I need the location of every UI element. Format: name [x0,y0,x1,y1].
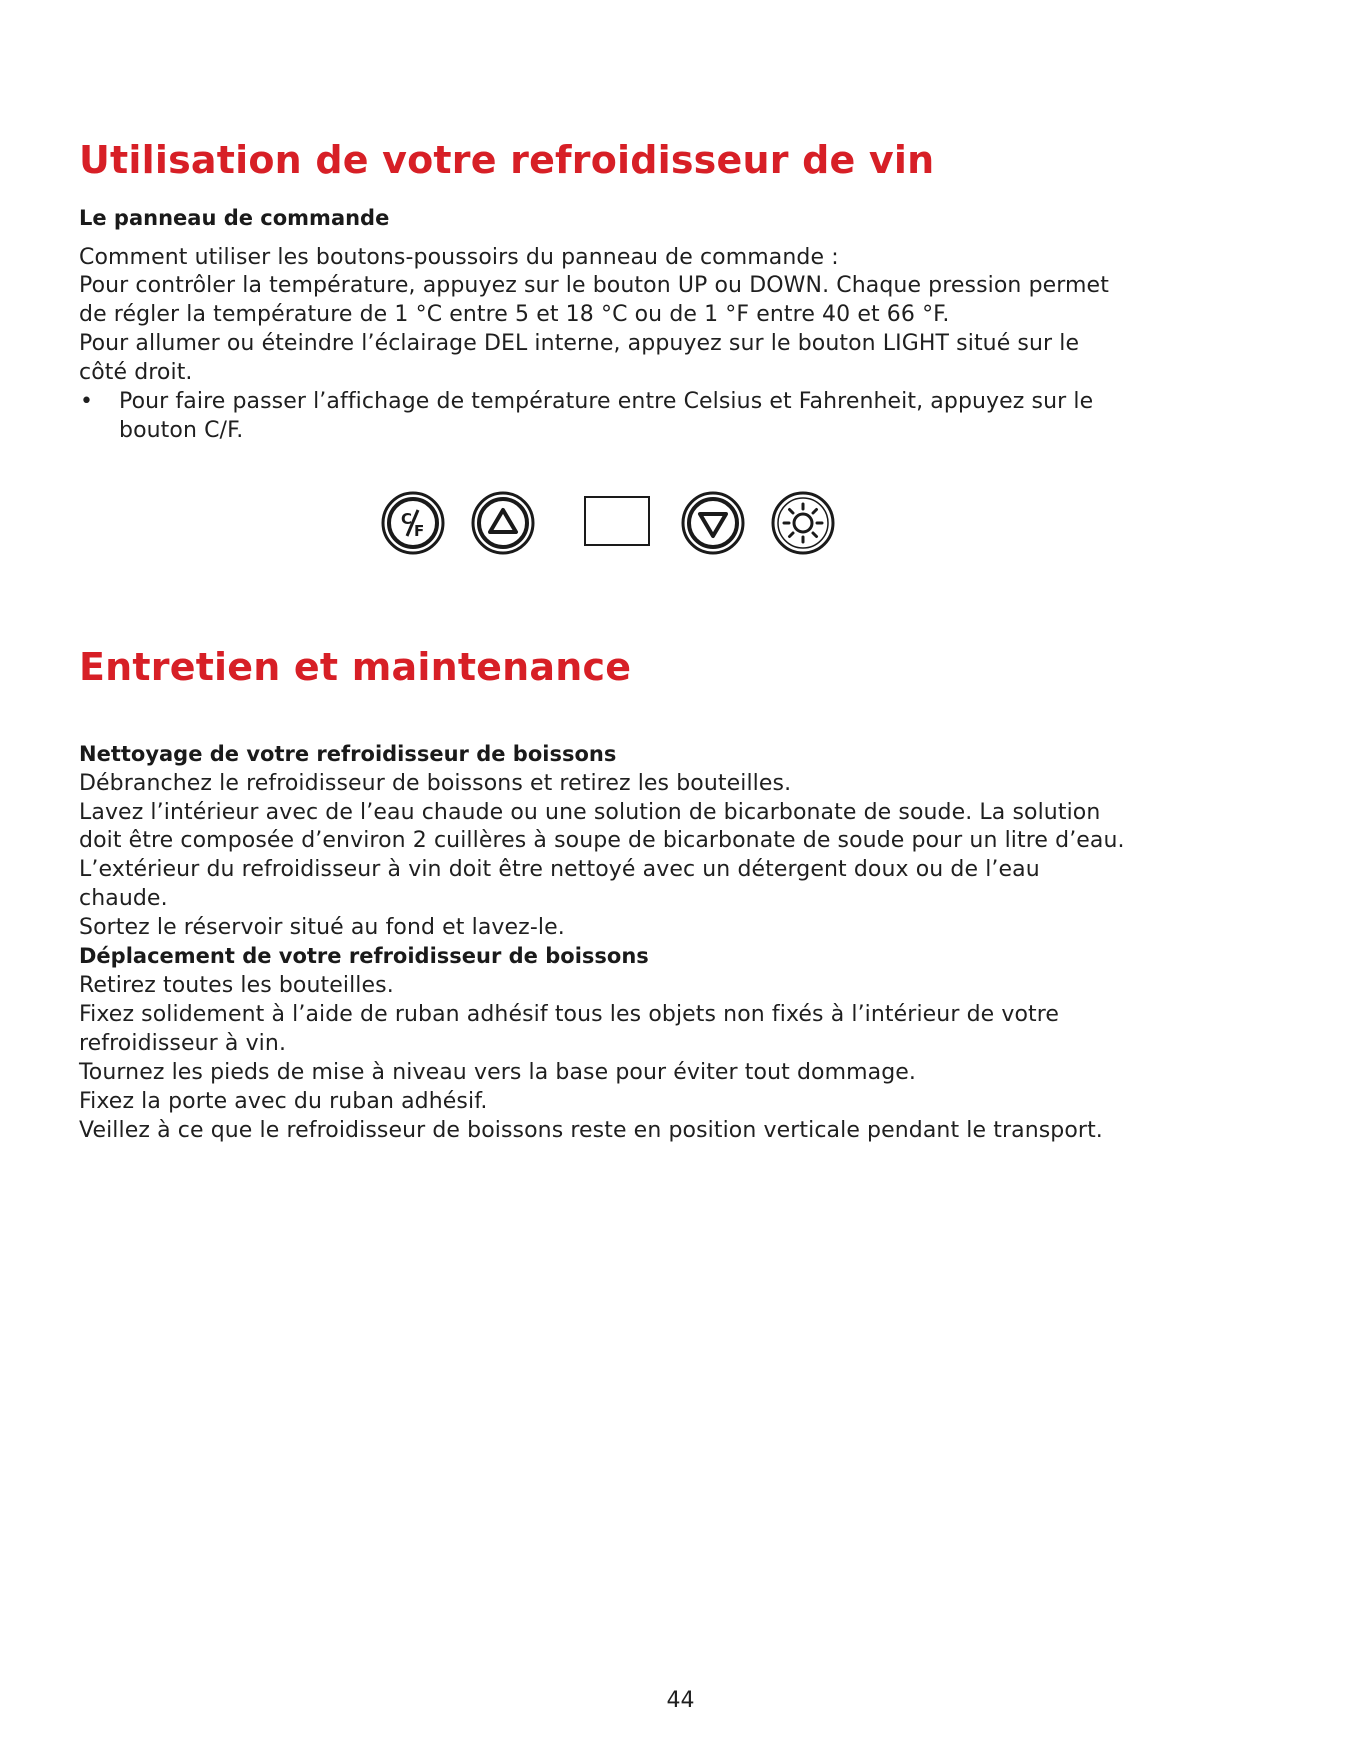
paragraph-line: Pour allumer ou éteindre l’éclairage DEL interne, appuyez sur le bouton LIGHT situé sur le [79,331,1080,356]
subheading-moving: Déplacement de votre refroidisseur de boissons [79,944,649,968]
light-sun-icon [770,490,836,556]
up-button [470,490,536,556]
paragraph-line: doit être composée d’environ 2 cuillères à soupe de bicarbonate de soude pour un litre d’eau. [79,828,1125,853]
paragraph-line: côté droit. [79,360,193,385]
control-panel-illustration [380,488,860,560]
svg-text:C: C [401,510,413,528]
paragraph-line: de régler la température de 1 °C entre 5 et 18 °C ou de 1 °F entre 40 et 66 °F. [79,302,950,327]
paragraph-line: refroidisseur à vin. [79,1031,287,1056]
triangle-up-icon [470,490,536,556]
paragraph-line: Veillez à ce que le refroidisseur de boissons reste en position verticale pendant le transport. [79,1118,1103,1143]
paragraph-line: Sortez le réservoir situé au fond et lavez-le. [79,915,565,940]
paragraph-line: L’extérieur du refroidisseur à vin doit être nettoyé avec un détergent doux ou de l’eau [79,857,1040,882]
paragraph-line: chaude. [79,886,168,911]
paragraph-line: Fixez solidement à l’aide de ruban adhésif tous les objets non fixés à l’intérieur de votre [79,1002,1060,1027]
paragraph-line: Retirez toutes les bouteilles. [79,973,394,998]
bullet-marker: • [80,389,93,414]
section-title-usage: Utilisation de votre refroidisseur de vin [79,138,935,182]
triangle-down-icon [680,490,746,556]
temperature-display [584,496,650,546]
paragraph-line: Pour contrôler la température, appuyez sur le bouton UP ou DOWN. Chaque pression permet [79,273,1109,298]
celsius-fahrenheit-icon [380,490,446,556]
section-title-maintenance: Entretien et maintenance [79,645,632,689]
page-number: 44 [666,1688,695,1713]
bullet-line: Pour faire passer l’affichage de température entre Celsius et Fahrenheit, appuyez sur le [119,389,1094,414]
paragraph-line: Lavez l’intérieur avec de l’eau chaude ou une solution de bicarbonate de soude. La solution [79,800,1101,825]
light-button [770,490,836,556]
down-button [680,490,746,556]
subheading-control-panel: Le panneau de commande [79,206,390,230]
svg-text:F: F [414,522,425,540]
paragraph-line: Tournez les pieds de mise à niveau vers la base pour éviter tout dommage. [79,1060,917,1085]
paragraph-line: Comment utiliser les boutons-poussoirs du panneau de commande : [79,245,839,270]
subheading-cleaning: Nettoyage de votre refroidisseur de boissons [79,742,617,766]
cf-button [380,490,446,556]
bullet-line: bouton C/F. [119,418,244,443]
paragraph-line: Débranchez le refroidisseur de boissons et retirez les bouteilles. [79,771,792,796]
paragraph-line: Fixez la porte avec du ruban adhésif. [79,1089,488,1114]
